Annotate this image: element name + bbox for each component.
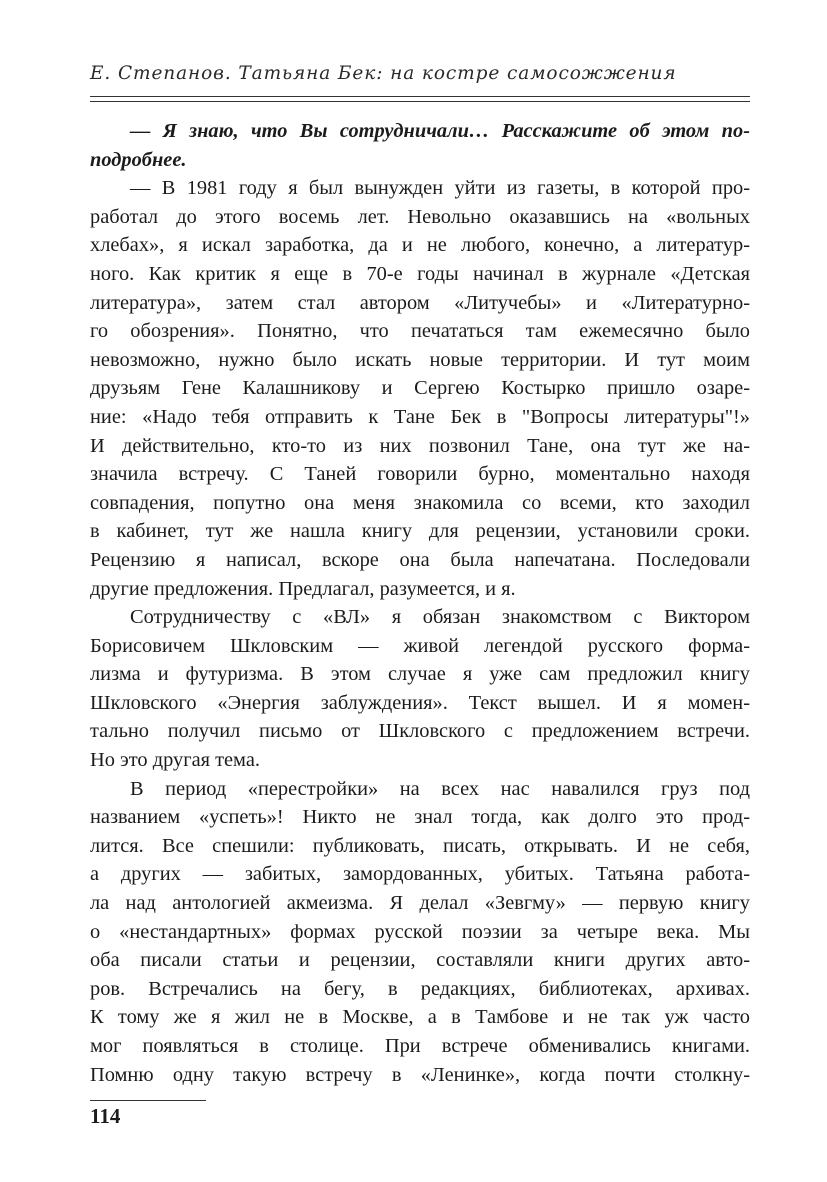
text-line: И действительно, кто-то из них позвонил Тане, она тут же на- <box>90 434 750 457</box>
text-line: В период «перестройки» на всех нас навалился груз под <box>130 777 750 800</box>
text-line: совпадения, попутно она меня знакомила со всеми, кто заходил <box>90 491 750 514</box>
text-line: ров. Встречались на бегу, в редакциях, библиотеках, архивах. <box>90 977 750 1000</box>
text-line: ла над антологией акмеизма. Я делал «Зевгму» — первую книгу <box>90 892 750 915</box>
text-line: — Я знаю, что Вы сотрудничали… Расскажите об этом по- <box>130 120 750 142</box>
text-line: Сотрудничеству с «ВЛ» я обязан знакомством с Виктором <box>130 606 750 629</box>
text-line: в кабинет, тут же нашла книгу для рецензии, установили сроки. <box>90 520 750 543</box>
text-line: лизма и футуризма. В этом случае я уже сам предложил книгу <box>90 663 750 686</box>
text-line: К тому же я жил не в Москве, а в Тамбове и не так уж часто <box>90 1006 750 1029</box>
text-line: тально получил письмо от Шкловского с предложением встречи. <box>90 720 750 743</box>
text-line: хлебах», я искал заработка, да и не любого, конечно, а литератур- <box>90 234 750 257</box>
text-line: названием «успеть»! Никто не знал тогда, как долго это прод- <box>90 806 750 829</box>
footer-rule <box>90 1100 206 1101</box>
header-rule-top <box>90 96 750 97</box>
text-line: ного. Как критик я еще в 70-е годы начинал в журнале «Детская <box>90 262 750 285</box>
text-line: литература», затем стал автором «Литучебы» и «Литературно- <box>90 291 750 314</box>
text-line: подробнее. <box>90 148 187 171</box>
text-line: лится. Все спешили: публиковать, писать, открывать. И не себя, <box>90 834 750 857</box>
text-line: мог появляться в столице. При встрече обменивались книгами. <box>90 1035 750 1057</box>
text-line: Шкловского «Энергия заблуждения». Текст вышел. И я момен- <box>90 691 750 714</box>
text-line: ние: «Надо тебя отправить к Тане Бек в "Вопросы литературы"!» <box>90 405 750 428</box>
text-line: Рецензию я написал, вскоре она была напечатана. Последовали <box>90 548 750 571</box>
text-line: оба писали статьи и рецензии, составляли книги других авто- <box>90 949 750 972</box>
header-rule-bottom <box>90 101 750 102</box>
text-line: а других — забитых, замордованных, убитых. Татьяна работа- <box>90 863 750 886</box>
text-line: Борисовичем Шкловским — живой легендой русского форма- <box>90 634 750 657</box>
text-line: о «нестандартных» формах русской поэзии за четыре века. Мы <box>90 920 750 943</box>
text-line: го обозрения». Понятно, что печататься там ежемесячно было <box>90 320 750 343</box>
text-line: Но это другая тема. <box>90 749 260 772</box>
text-line: значила встречу. С Таней говорили бурно, моментально находя <box>90 463 750 486</box>
running-head-title: Е. Степанов. Татьяна Бек: на костре самосожжения <box>90 63 677 84</box>
body-text <box>90 117 750 1089</box>
text-line: друзьям Гене Калашникову и Сергею Костырко пришло озаре- <box>90 377 750 400</box>
text-line: работал до этого восемь лет. Невольно оказавшись на «вольных <box>90 205 750 228</box>
text-line: Помню одну такую встречу в «Ленинке», когда почти столкну- <box>90 1063 750 1086</box>
text-line: другие предложения. Предлагал, разумеется, и я. <box>90 577 516 600</box>
text-line: невозможно, нужно было искать новые территории. И тут моим <box>90 348 750 371</box>
page-number: 114 <box>90 1104 121 1128</box>
text-line: — В 1981 году я был вынужден уйти из газеты, в которой про- <box>130 177 750 200</box>
